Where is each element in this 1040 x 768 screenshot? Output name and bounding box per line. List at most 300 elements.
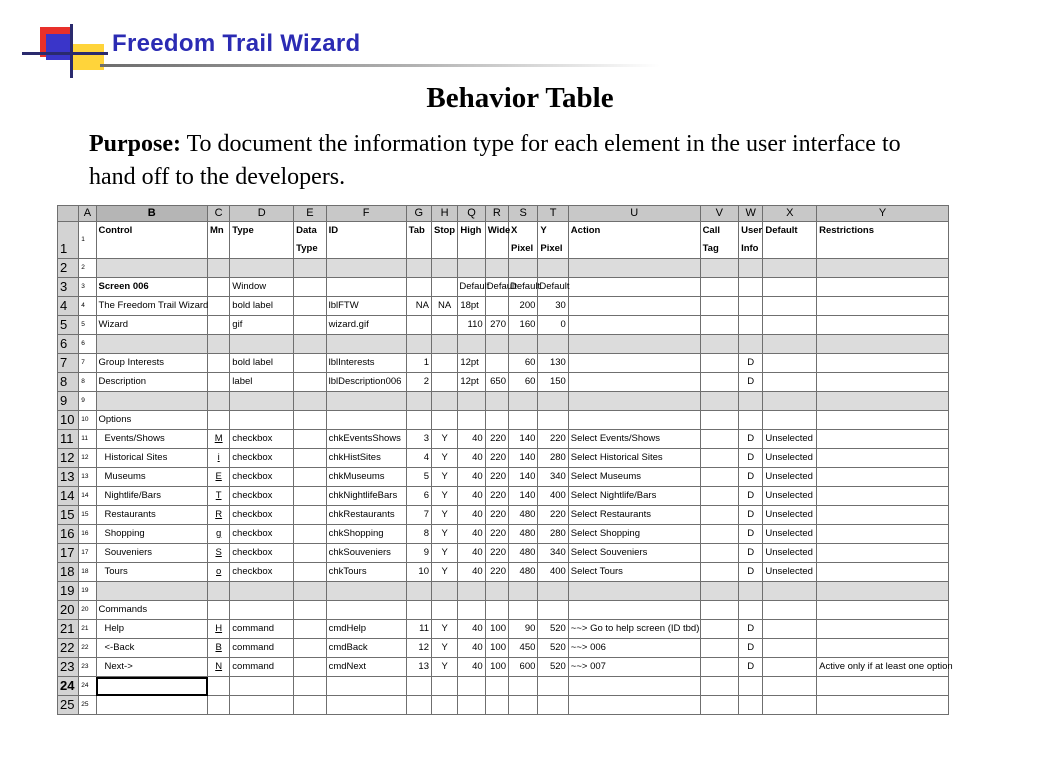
cell-x-pixel[interactable] [509,582,538,601]
cell-action[interactable]: Select Shopping [568,525,700,544]
cell-call-tag[interactable] [700,601,739,620]
cell-action[interactable]: ~~> 007 [568,658,700,677]
row-number-cell[interactable]: 19 [79,582,96,601]
cell-data-type[interactable] [294,354,326,373]
cell-id[interactable] [326,582,406,601]
cell-tab[interactable]: 2 [406,373,431,392]
cell-high[interactable]: 40 [458,563,485,582]
cell-y-pixel[interactable] [538,601,568,620]
row-number-cell[interactable]: 16 [79,525,96,544]
cell-mn[interactable] [208,601,230,620]
cell-y-pixel[interactable]: 150 [538,373,568,392]
cell-restrictions[interactable] [817,335,949,354]
cell-stop[interactable]: Y [431,468,457,487]
cell-x-pixel[interactable]: 450 [509,639,538,658]
cell-restrictions[interactable] [817,582,949,601]
cell-data-type[interactable] [294,392,326,411]
cell-tab[interactable]: 1 [406,354,431,373]
cell-tab[interactable]: 10 [406,563,431,582]
cell-id[interactable] [326,335,406,354]
cell-call-tag[interactable] [700,430,739,449]
cell-id[interactable]: lblInterests [326,354,406,373]
cell-x-pixel[interactable]: 90 [509,620,538,639]
cell-tab[interactable] [406,696,431,715]
cell-default[interactable] [763,639,817,658]
cell-stop[interactable]: Y [431,658,457,677]
cell-y-pixel[interactable] [538,392,568,411]
cell-data-type[interactable] [294,449,326,468]
row-number-cell[interactable]: 15 [79,506,96,525]
cell-stop[interactable] [431,677,457,696]
cell-type[interactable]: checkbox [230,563,294,582]
column-header[interactable]: S [509,206,538,222]
row-number-cell[interactable]: 11 [79,430,96,449]
header-id[interactable]: ID [326,222,406,259]
cell-type[interactable] [230,677,294,696]
cell-mn[interactable] [208,411,230,430]
cell-call-tag[interactable] [700,354,739,373]
cell-mn[interactable]: R [208,506,230,525]
cell-y-pixel[interactable] [538,411,568,430]
cell-high[interactable]: 40 [458,544,485,563]
row-header[interactable]: 8 [58,373,79,392]
cell-stop[interactable]: Y [431,620,457,639]
cell-control[interactable]: Souveniers [96,544,208,563]
cell-action[interactable]: Select Historical Sites [568,449,700,468]
cell-mn[interactable] [208,278,230,297]
cell-type[interactable] [230,392,294,411]
cell-default[interactable] [763,620,817,639]
header-type[interactable]: Type [230,222,294,259]
cell-action[interactable] [568,278,700,297]
column-header[interactable]: E [294,206,326,222]
cell-id[interactable]: lblDescription006 [326,373,406,392]
row-header[interactable]: 14 [58,487,79,506]
cell-high[interactable]: 110 [458,316,485,335]
column-header[interactable]: R [485,206,508,222]
cell-x-pixel[interactable]: 200 [509,297,538,316]
cell-call-tag[interactable] [700,620,739,639]
cell-id[interactable]: lblFTW [326,297,406,316]
cell-type[interactable]: checkbox [230,449,294,468]
cell-y-pixel[interactable] [538,582,568,601]
row-number-cell[interactable]: 12 [79,449,96,468]
cell-stop[interactable] [431,354,457,373]
cell-high[interactable]: 40 [458,620,485,639]
cell-tab[interactable]: 7 [406,506,431,525]
cell-control[interactable]: <-Back [96,639,208,658]
row-number-cell[interactable]: 4 [79,297,96,316]
cell-user-info[interactable] [739,582,763,601]
cell-x-pixel[interactable]: 140 [509,487,538,506]
cell-restrictions[interactable] [817,411,949,430]
cell-id[interactable]: chkHistSites [326,449,406,468]
row-number-cell[interactable]: 10 [79,411,96,430]
cell-y-pixel[interactable]: 220 [538,430,568,449]
row-header[interactable]: 24 [58,677,79,696]
cell-user-info[interactable] [739,316,763,335]
cell-restrictions[interactable] [817,468,949,487]
cell-stop[interactable]: Y [431,563,457,582]
cell-mn[interactable]: N [208,658,230,677]
cell-wide[interactable]: 270 [485,316,508,335]
cell-tab[interactable]: 6 [406,487,431,506]
cell-high[interactable] [458,677,485,696]
cell-stop[interactable]: NA [431,297,457,316]
cell-stop[interactable]: Y [431,525,457,544]
cell-call-tag[interactable] [700,411,739,430]
cell-data-type[interactable] [294,468,326,487]
cell-call-tag[interactable] [700,544,739,563]
cell-mn[interactable] [208,297,230,316]
cell-x-pixel[interactable]: 160 [509,316,538,335]
cell-x-pixel[interactable]: 480 [509,525,538,544]
row-number-cell[interactable]: 21 [79,620,96,639]
cell-control[interactable]: Help [96,620,208,639]
column-header[interactable]: X [763,206,817,222]
cell-id[interactable]: cmdNext [326,658,406,677]
cell-x-pixel[interactable] [509,335,538,354]
cell-tab[interactable] [406,582,431,601]
row-number-cell[interactable]: 20 [79,601,96,620]
row-number-cell[interactable]: 7 [79,354,96,373]
cell-type[interactable]: checkbox [230,506,294,525]
cell-user-info[interactable]: D [739,487,763,506]
row-header[interactable]: 25 [58,696,79,715]
cell-tab[interactable]: 11 [406,620,431,639]
cell-tab[interactable]: 4 [406,449,431,468]
cell-x-pixel[interactable]: 480 [509,506,538,525]
header-default[interactable]: Default [763,222,817,259]
cell-default[interactable]: Unselected [763,506,817,525]
cell-id[interactable] [326,259,406,278]
cell-wide[interactable]: 100 [485,658,508,677]
cell-default[interactable]: Unselected [763,544,817,563]
cell-high[interactable]: 18pt [458,297,485,316]
cell-tab[interactable]: 8 [406,525,431,544]
cell-wide[interactable] [485,297,508,316]
row-header[interactable]: 4 [58,297,79,316]
cell-restrictions[interactable] [817,354,949,373]
cell-user-info[interactable]: D [739,354,763,373]
cell-y-pixel[interactable]: 280 [538,525,568,544]
cell-restrictions[interactable] [817,259,949,278]
cell-id[interactable] [326,411,406,430]
cell-control[interactable]: Commands [96,601,208,620]
row-number-cell[interactable]: 6 [79,335,96,354]
cell-control[interactable]: Shopping [96,525,208,544]
cell-restrictions[interactable] [817,297,949,316]
cell-action[interactable] [568,696,700,715]
cell-control[interactable]: The Freedom Trail Wizard [96,297,208,316]
cell-call-tag[interactable] [700,373,739,392]
cell-user-info[interactable]: D [739,373,763,392]
cell-tab[interactable]: NA [406,297,431,316]
cell-high[interactable]: 40 [458,449,485,468]
cell-type[interactable] [230,601,294,620]
cell-default[interactable] [763,335,817,354]
cell-call-tag[interactable] [700,449,739,468]
row-header[interactable]: 5 [58,316,79,335]
cell-action[interactable]: Select Tours [568,563,700,582]
cell-control[interactable]: Wizard [96,316,208,335]
cell-x-pixel[interactable] [509,411,538,430]
cell-tab[interactable] [406,278,431,297]
cell-action[interactable] [568,601,700,620]
cell-control[interactable]: Group Interests [96,354,208,373]
cell-tab[interactable]: 12 [406,639,431,658]
header-stop[interactable]: Stop [431,222,457,259]
cell-tab[interactable] [406,411,431,430]
cell-type[interactable]: checkbox [230,487,294,506]
row-header[interactable]: 19 [58,582,79,601]
cell-type[interactable]: Window [230,278,294,297]
cell-data-type[interactable] [294,620,326,639]
header-mn[interactable]: Mn [208,222,230,259]
cell-action[interactable]: Select Museums [568,468,700,487]
cell-restrictions[interactable] [817,696,949,715]
row-header[interactable]: 3 [58,278,79,297]
column-header[interactable]: Q [458,206,485,222]
cell-default[interactable] [763,316,817,335]
cell-action[interactable] [568,677,700,696]
cell-default[interactable] [763,354,817,373]
row-number-cell[interactable]: 1 [79,222,96,259]
cell-action[interactable]: Select Restaurants [568,506,700,525]
cell-mn[interactable]: M [208,430,230,449]
cell-user-info[interactable]: D [739,449,763,468]
cell-action[interactable] [568,259,700,278]
cell-x-pixel[interactable]: 140 [509,449,538,468]
column-header[interactable]: F [326,206,406,222]
cell-tab[interactable] [406,392,431,411]
cell-control[interactable] [96,259,208,278]
cell-id[interactable]: wizard.gif [326,316,406,335]
cell-control[interactable]: Historical Sites [96,449,208,468]
column-header[interactable]: A [79,206,96,222]
header-wide[interactable]: Wide [485,222,508,259]
row-header[interactable]: 11 [58,430,79,449]
spreadsheet[interactable] [57,205,953,712]
cell-call-tag[interactable] [700,392,739,411]
cell-type[interactable]: command [230,620,294,639]
cell-mn[interactable]: S [208,544,230,563]
cell-high[interactable]: 40 [458,658,485,677]
cell-restrictions[interactable] [817,373,949,392]
cell-control[interactable] [96,335,208,354]
row-number-cell[interactable]: 3 [79,278,96,297]
row-header[interactable]: 22 [58,639,79,658]
column-header[interactable]: G [406,206,431,222]
cell-id[interactable] [326,601,406,620]
cell-default[interactable] [763,601,817,620]
cell-data-type[interactable] [294,544,326,563]
cell-control[interactable] [96,696,208,715]
cell-high[interactable] [458,696,485,715]
cell-restrictions[interactable] [817,601,949,620]
cell-user-info[interactable] [739,411,763,430]
cell-high[interactable]: 40 [458,525,485,544]
cell-action[interactable] [568,392,700,411]
cell-mn[interactable]: B [208,639,230,658]
cell-mn[interactable] [208,582,230,601]
cell-type[interactable]: gif [230,316,294,335]
cell-data-type[interactable] [294,601,326,620]
cell-data-type[interactable] [294,525,326,544]
cell-action[interactable] [568,316,700,335]
cell-stop[interactable] [431,278,457,297]
cell-type[interactable]: bold label [230,297,294,316]
cell-default[interactable] [763,582,817,601]
cell-tab[interactable] [406,335,431,354]
cell-wide[interactable]: 220 [485,487,508,506]
cell-action[interactable] [568,373,700,392]
cell-restrictions[interactable] [817,620,949,639]
cell-type[interactable]: checkbox [230,525,294,544]
cell-default[interactable] [763,373,817,392]
cell-user-info[interactable] [739,677,763,696]
cell-default[interactable] [763,696,817,715]
cell-type[interactable]: command [230,639,294,658]
row-header[interactable]: 9 [58,392,79,411]
cell-id[interactable]: cmdBack [326,639,406,658]
cell-default[interactable] [763,658,817,677]
cell-high[interactable]: Default [458,278,485,297]
cell-user-info[interactable]: D [739,620,763,639]
cell-wide[interactable] [485,582,508,601]
cell-action[interactable] [568,335,700,354]
cell-stop[interactable] [431,582,457,601]
cell-default[interactable]: Unselected [763,525,817,544]
cell-high[interactable] [458,601,485,620]
cell-action[interactable]: Select Souveniers [568,544,700,563]
cell-stop[interactable] [431,601,457,620]
cell-data-type[interactable] [294,582,326,601]
cell-id[interactable]: chkShopping [326,525,406,544]
cell-control[interactable]: Next-> [96,658,208,677]
cell-y-pixel[interactable]: 400 [538,563,568,582]
cell-stop[interactable] [431,696,457,715]
cell-wide[interactable]: 220 [485,525,508,544]
cell-tab[interactable]: 5 [406,468,431,487]
cell-id[interactable] [326,278,406,297]
cell-high[interactable]: 40 [458,506,485,525]
cell-user-info[interactable] [739,335,763,354]
column-header[interactable]: C [208,206,230,222]
cell-x-pixel[interactable]: 60 [509,373,538,392]
cell-y-pixel[interactable]: 130 [538,354,568,373]
cell-control[interactable]: Description [96,373,208,392]
cell-wide[interactable] [485,259,508,278]
cell-data-type[interactable] [294,563,326,582]
cell-data-type[interactable] [294,259,326,278]
cell-default[interactable]: Unselected [763,430,817,449]
cell-stop[interactable] [431,335,457,354]
cell-action[interactable] [568,582,700,601]
cell-tab[interactable] [406,259,431,278]
cell-high[interactable] [458,259,485,278]
cell-data-type[interactable] [294,487,326,506]
cell-default[interactable]: Unselected [763,449,817,468]
cell-x-pixel[interactable]: 600 [509,658,538,677]
cell-call-tag[interactable] [700,658,739,677]
cell-call-tag[interactable] [700,468,739,487]
cell-id[interactable]: cmdHelp [326,620,406,639]
cell-id[interactable]: chkRestaurants [326,506,406,525]
cell-y-pixel[interactable]: 400 [538,487,568,506]
cell-data-type[interactable] [294,373,326,392]
cell-y-pixel[interactable]: 520 [538,639,568,658]
cell-id[interactable] [326,392,406,411]
cell-restrictions[interactable] [817,525,949,544]
cell-restrictions[interactable] [817,430,949,449]
cell-wide[interactable] [485,411,508,430]
row-number-cell[interactable]: 14 [79,487,96,506]
cell-x-pixel[interactable]: 480 [509,563,538,582]
cell-default[interactable] [763,259,817,278]
cell-control[interactable]: Museums [96,468,208,487]
cell-high[interactable]: 40 [458,430,485,449]
cell-user-info[interactable] [739,696,763,715]
cell-high[interactable] [458,582,485,601]
cell-data-type[interactable] [294,316,326,335]
cell-mn[interactable]: T [208,487,230,506]
cell-type[interactable]: checkbox [230,468,294,487]
cell-x-pixel[interactable] [509,259,538,278]
cell-mn[interactable] [208,677,230,696]
cell-restrictions[interactable] [817,449,949,468]
cell-y-pixel[interactable]: 520 [538,620,568,639]
cell-type[interactable] [230,696,294,715]
cell-data-type[interactable] [294,639,326,658]
cell-y-pixel[interactable] [538,335,568,354]
cell-restrictions[interactable] [817,316,949,335]
header-y-pixel[interactable] [538,222,568,259]
select-all-corner[interactable] [58,206,79,222]
row-header[interactable]: 10 [58,411,79,430]
cell-call-tag[interactable] [700,278,739,297]
cell-id[interactable]: chkEventsShows [326,430,406,449]
cell-call-tag[interactable] [700,487,739,506]
cell-type[interactable]: bold label [230,354,294,373]
cell-type[interactable]: checkbox [230,544,294,563]
cell-data-type[interactable] [294,696,326,715]
cell-user-info[interactable]: D [739,563,763,582]
row-header[interactable]: 16 [58,525,79,544]
cell-stop[interactable] [431,373,457,392]
cell-wide[interactable] [485,696,508,715]
cell-stop[interactable] [431,259,457,278]
cell-tab[interactable]: 9 [406,544,431,563]
cell-id[interactable]: chkMuseums [326,468,406,487]
cell-control[interactable]: Events/Shows [96,430,208,449]
column-header[interactable]: W [739,206,763,222]
cell-user-info[interactable]: D [739,658,763,677]
cell-x-pixel[interactable]: 140 [509,468,538,487]
cell-mn[interactable]: o [208,563,230,582]
cell-call-tag[interactable] [700,582,739,601]
header-action[interactable]: Action [568,222,700,259]
cell-user-info[interactable]: D [739,430,763,449]
header-data-type[interactable] [294,222,326,259]
row-header[interactable]: 17 [58,544,79,563]
cell-data-type[interactable] [294,297,326,316]
cell-control[interactable]: Options [96,411,208,430]
cell-x-pixel[interactable]: 60 [509,354,538,373]
header-restrictions[interactable]: Restrictions [817,222,949,259]
cell-wide[interactable]: 220 [485,430,508,449]
cell-action[interactable] [568,411,700,430]
